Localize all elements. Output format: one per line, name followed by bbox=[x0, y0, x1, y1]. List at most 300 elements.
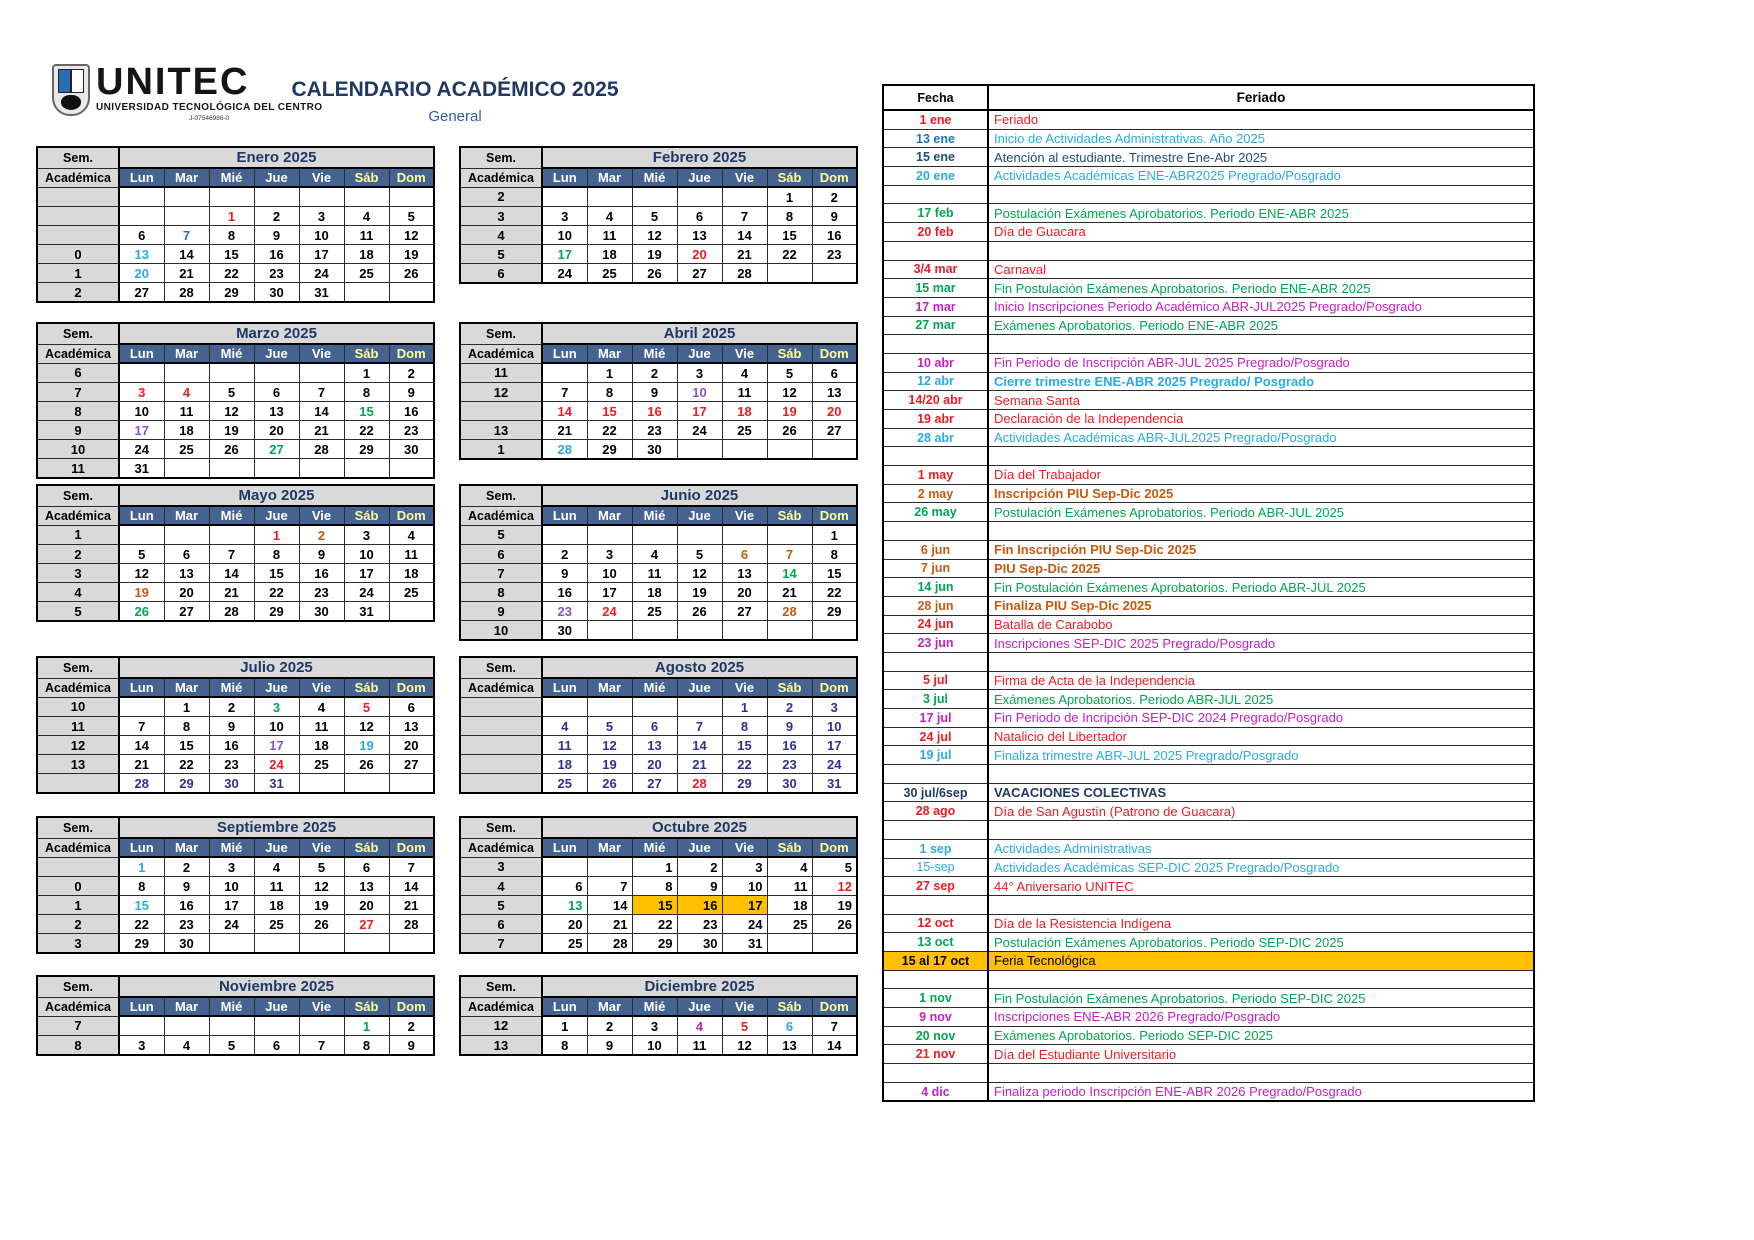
day-cell: 24 bbox=[542, 264, 587, 284]
day-cell: 13 bbox=[722, 564, 767, 583]
day-cell: 25 bbox=[299, 755, 344, 774]
sem-header-label: Sem. bbox=[460, 817, 542, 838]
day-cell bbox=[677, 525, 722, 545]
day-cell: 5 bbox=[812, 857, 857, 877]
day-header-vie: Vie bbox=[722, 678, 767, 697]
day-cell: 5 bbox=[209, 1036, 254, 1056]
day-cell: 19 bbox=[389, 245, 434, 264]
day-cell: 2 bbox=[164, 857, 209, 877]
day-cell bbox=[209, 934, 254, 954]
holiday-text: VACACIONES COLECTIVAS bbox=[988, 783, 1534, 802]
day-cell bbox=[344, 187, 389, 207]
day-header-lun: Lun bbox=[542, 997, 587, 1016]
day-cell: 7 bbox=[389, 857, 434, 877]
holiday-text: Día de la Resistencia Indígena bbox=[988, 914, 1534, 933]
day-cell: 26 bbox=[812, 915, 857, 934]
day-cell: 28 bbox=[542, 440, 587, 460]
day-cell: 31 bbox=[344, 602, 389, 622]
holiday-date: 17 jul bbox=[883, 709, 988, 728]
day-cell bbox=[209, 525, 254, 545]
day-cell: 31 bbox=[722, 934, 767, 954]
day-cell: 9 bbox=[632, 383, 677, 402]
day-cell: 6 bbox=[119, 226, 164, 245]
day-cell: 9 bbox=[767, 717, 812, 736]
holiday-text: 44° Aniversario UNITEC bbox=[988, 877, 1534, 896]
day-cell: 10 bbox=[209, 877, 254, 896]
day-header-mié: Mié bbox=[632, 838, 677, 857]
day-cell: 25 bbox=[164, 440, 209, 459]
day-cell: 18 bbox=[632, 583, 677, 602]
day-header-mar: Mar bbox=[164, 506, 209, 525]
day-cell: 23 bbox=[812, 245, 857, 264]
sem-header-label: Sem. bbox=[460, 323, 542, 344]
day-cell: 20 bbox=[677, 245, 722, 264]
day-cell: 30 bbox=[254, 283, 299, 303]
day-cell: 12 bbox=[767, 383, 812, 402]
day-cell: 16 bbox=[767, 736, 812, 755]
day-cell: 8 bbox=[587, 383, 632, 402]
week-number: 12 bbox=[460, 1016, 542, 1036]
holiday-date: 1 nov bbox=[883, 989, 988, 1008]
day-cell: 5 bbox=[677, 545, 722, 564]
day-cell: 3 bbox=[677, 363, 722, 383]
day-cell bbox=[767, 264, 812, 284]
day-cell bbox=[722, 621, 767, 641]
day-cell: 21 bbox=[299, 421, 344, 440]
day-cell: 11 bbox=[767, 877, 812, 896]
day-cell: 11 bbox=[542, 736, 587, 755]
day-header-mié: Mié bbox=[632, 678, 677, 697]
day-cell: 16 bbox=[812, 226, 857, 245]
month-title: Abril 2025 bbox=[542, 323, 857, 344]
week-number: 2 bbox=[37, 915, 119, 934]
day-cell: 8 bbox=[119, 877, 164, 896]
day-header-vie: Vie bbox=[722, 838, 767, 857]
week-number: 8 bbox=[37, 402, 119, 421]
sem-header-label: Académica bbox=[37, 344, 119, 363]
day-cell: 8 bbox=[344, 383, 389, 402]
week-number: 8 bbox=[460, 583, 542, 602]
day-cell bbox=[767, 525, 812, 545]
day-cell: 16 bbox=[542, 583, 587, 602]
month-title: Febrero 2025 bbox=[542, 147, 857, 168]
day-cell bbox=[119, 525, 164, 545]
day-cell: 19 bbox=[209, 421, 254, 440]
week-number bbox=[460, 402, 542, 421]
day-cell: 9 bbox=[389, 1036, 434, 1056]
day-cell bbox=[209, 1016, 254, 1036]
day-cell: 7 bbox=[542, 383, 587, 402]
sem-header-label: Académica bbox=[460, 678, 542, 697]
day-cell bbox=[344, 934, 389, 954]
day-cell: 1 bbox=[722, 697, 767, 717]
day-cell: 30 bbox=[164, 934, 209, 954]
day-cell bbox=[389, 774, 434, 794]
day-cell: 23 bbox=[254, 264, 299, 283]
day-cell: 27 bbox=[812, 421, 857, 440]
day-header-jue: Jue bbox=[677, 997, 722, 1016]
holiday-text: Firma de Acta de la Independencia bbox=[988, 671, 1534, 690]
day-cell: 13 bbox=[677, 226, 722, 245]
week-number: 7 bbox=[460, 934, 542, 954]
day-cell: 18 bbox=[389, 564, 434, 583]
holiday-date: 10 abr bbox=[883, 353, 988, 372]
week-number: 3 bbox=[37, 564, 119, 583]
day-cell: 30 bbox=[389, 440, 434, 459]
calendar-junio bbox=[459, 484, 858, 641]
week-number: 13 bbox=[460, 1036, 542, 1056]
day-cell: 1 bbox=[344, 1016, 389, 1036]
holiday-text: Exámenes Aprobatorios. Periodo ENE-ABR 2025 bbox=[988, 316, 1534, 335]
calendar-enero bbox=[36, 146, 435, 303]
day-cell: 25 bbox=[344, 264, 389, 283]
day-cell: 4 bbox=[542, 717, 587, 736]
day-cell: 8 bbox=[632, 877, 677, 896]
day-header-vie: Vie bbox=[299, 678, 344, 697]
holiday-text: Postulación Exámenes Aprobatorios. Periodo SEP-DIC 2025 bbox=[988, 933, 1534, 952]
calendar-octubre bbox=[459, 816, 858, 954]
day-header-jue: Jue bbox=[677, 838, 722, 857]
day-cell: 12 bbox=[119, 564, 164, 583]
week-number bbox=[37, 187, 119, 207]
holiday-text-empty bbox=[988, 335, 1534, 354]
day-cell: 28 bbox=[587, 934, 632, 954]
week-number: 9 bbox=[37, 421, 119, 440]
day-cell: 18 bbox=[344, 245, 389, 264]
day-cell: 13 bbox=[812, 383, 857, 402]
day-cell: 9 bbox=[389, 383, 434, 402]
day-cell: 12 bbox=[722, 1036, 767, 1056]
day-cell: 30 bbox=[632, 440, 677, 460]
day-cell: 6 bbox=[344, 857, 389, 877]
day-cell: 24 bbox=[119, 440, 164, 459]
day-cell: 21 bbox=[164, 264, 209, 283]
month-title: Julio 2025 bbox=[119, 657, 434, 678]
day-cell: 20 bbox=[119, 264, 164, 283]
holiday-date: 24 jul bbox=[883, 727, 988, 746]
holiday-date: 2 may bbox=[883, 484, 988, 503]
day-cell: 15 bbox=[209, 245, 254, 264]
week-number bbox=[37, 207, 119, 226]
day-cell: 2 bbox=[389, 1016, 434, 1036]
day-cell: 1 bbox=[587, 363, 632, 383]
day-cell: 13 bbox=[344, 877, 389, 896]
day-cell: 8 bbox=[812, 545, 857, 564]
day-cell: 18 bbox=[587, 245, 632, 264]
day-cell: 24 bbox=[344, 583, 389, 602]
day-cell: 26 bbox=[344, 755, 389, 774]
holiday-date: 20 nov bbox=[883, 1026, 988, 1045]
day-cell: 4 bbox=[722, 363, 767, 383]
day-cell: 25 bbox=[632, 602, 677, 621]
day-cell: 14 bbox=[542, 402, 587, 421]
day-cell: 6 bbox=[389, 697, 434, 717]
day-cell bbox=[767, 934, 812, 954]
day-cell bbox=[389, 459, 434, 479]
holiday-text: Actividades Académicas SEP-DIC 2025 Pregrado/Posgrado bbox=[988, 858, 1534, 877]
week-number: 12 bbox=[37, 736, 119, 755]
day-cell: 24 bbox=[812, 755, 857, 774]
day-cell: 12 bbox=[677, 564, 722, 583]
day-cell: 1 bbox=[767, 187, 812, 207]
week-number: 13 bbox=[37, 755, 119, 774]
day-cell: 13 bbox=[254, 402, 299, 421]
holiday-text: Inicio Inscripciones Periodo Académico ABR-JUL2025 Pregrado/Posgrado bbox=[988, 297, 1534, 316]
calendar-septiembre bbox=[36, 816, 435, 954]
day-cell bbox=[632, 187, 677, 207]
day-cell: 24 bbox=[677, 421, 722, 440]
calendar-noviembre bbox=[36, 975, 435, 1056]
day-cell: 29 bbox=[209, 283, 254, 303]
day-header-mié: Mié bbox=[209, 997, 254, 1016]
holiday-date: 28 ago bbox=[883, 802, 988, 821]
day-cell: 17 bbox=[812, 736, 857, 755]
holiday-text: Finaliza trimestre ABR-JUL 2025 Pregrado/Posgrado bbox=[988, 746, 1534, 765]
week-number: 10 bbox=[460, 621, 542, 641]
day-cell bbox=[542, 187, 587, 207]
day-header-mar: Mar bbox=[587, 506, 632, 525]
week-number: 2 bbox=[37, 545, 119, 564]
day-cell: 23 bbox=[632, 421, 677, 440]
day-cell: 26 bbox=[299, 915, 344, 934]
week-number bbox=[460, 717, 542, 736]
day-cell: 31 bbox=[254, 774, 299, 794]
day-header-lun: Lun bbox=[119, 344, 164, 363]
day-cell: 17 bbox=[677, 402, 722, 421]
day-cell: 10 bbox=[254, 717, 299, 736]
week-number: 6 bbox=[460, 915, 542, 934]
day-cell: 16 bbox=[164, 896, 209, 915]
holiday-text: Fin Inscripción PIU Sep-Dic 2025 bbox=[988, 540, 1534, 559]
holiday-date: 19 jul bbox=[883, 746, 988, 765]
sem-header-label: Sem. bbox=[37, 657, 119, 678]
day-header-jue: Jue bbox=[254, 838, 299, 857]
day-cell: 14 bbox=[209, 564, 254, 583]
day-cell: 26 bbox=[767, 421, 812, 440]
holiday-date: 13 oct bbox=[883, 933, 988, 952]
page-title: CALENDARIO ACADÉMICO 2025 bbox=[291, 78, 619, 101]
day-cell: 2 bbox=[632, 363, 677, 383]
day-cell: 28 bbox=[767, 602, 812, 621]
week-number: 4 bbox=[460, 877, 542, 896]
day-cell bbox=[587, 621, 632, 641]
day-cell: 8 bbox=[722, 717, 767, 736]
day-cell: 29 bbox=[632, 934, 677, 954]
day-cell bbox=[812, 621, 857, 641]
holiday-text: Fin Periodo de Inscripción ABR-JUL 2025 Pregrado/Posgrado bbox=[988, 353, 1534, 372]
day-cell: 30 bbox=[767, 774, 812, 794]
day-cell: 5 bbox=[389, 207, 434, 226]
sem-header-label: Académica bbox=[37, 168, 119, 187]
day-cell: 21 bbox=[119, 755, 164, 774]
day-cell: 16 bbox=[632, 402, 677, 421]
day-cell: 3 bbox=[299, 207, 344, 226]
day-cell: 5 bbox=[767, 363, 812, 383]
day-header-mar: Mar bbox=[164, 678, 209, 697]
day-cell: 22 bbox=[344, 421, 389, 440]
day-cell: 23 bbox=[299, 583, 344, 602]
day-cell: 5 bbox=[209, 383, 254, 402]
week-number bbox=[460, 736, 542, 755]
day-cell: 23 bbox=[209, 755, 254, 774]
day-cell: 11 bbox=[677, 1036, 722, 1056]
week-number: 8 bbox=[37, 1036, 119, 1056]
day-cell: 12 bbox=[299, 877, 344, 896]
day-cell: 20 bbox=[389, 736, 434, 755]
day-cell: 11 bbox=[299, 717, 344, 736]
holiday-date: 20 ene bbox=[883, 167, 988, 186]
holiday-date: 13 ene bbox=[883, 129, 988, 148]
day-cell: 14 bbox=[677, 736, 722, 755]
day-header-sáb: Sáb bbox=[344, 168, 389, 187]
day-header-mar: Mar bbox=[587, 344, 632, 363]
day-cell: 23 bbox=[767, 755, 812, 774]
week-number: 5 bbox=[460, 525, 542, 545]
day-cell: 4 bbox=[767, 857, 812, 877]
day-header-sáb: Sáb bbox=[767, 168, 812, 187]
calendar-febrero bbox=[459, 146, 858, 284]
day-cell: 12 bbox=[209, 402, 254, 421]
holiday-text-empty bbox=[988, 895, 1534, 914]
day-header-lun: Lun bbox=[119, 168, 164, 187]
week-number: 0 bbox=[37, 877, 119, 896]
day-cell: 1 bbox=[812, 525, 857, 545]
day-cell bbox=[164, 187, 209, 207]
day-cell: 2 bbox=[209, 697, 254, 717]
day-cell: 4 bbox=[587, 207, 632, 226]
holiday-text: Batalla de Carabobo bbox=[988, 615, 1534, 634]
day-cell: 10 bbox=[299, 226, 344, 245]
day-cell: 6 bbox=[254, 1036, 299, 1056]
day-cell: 17 bbox=[119, 421, 164, 440]
day-cell bbox=[389, 187, 434, 207]
day-cell: 30 bbox=[209, 774, 254, 794]
day-cell: 4 bbox=[164, 1036, 209, 1056]
day-cell: 6 bbox=[254, 383, 299, 402]
day-cell: 27 bbox=[632, 774, 677, 794]
day-cell: 20 bbox=[812, 402, 857, 421]
holiday-date: 28 abr bbox=[883, 428, 988, 447]
day-cell: 17 bbox=[542, 245, 587, 264]
day-header-sáb: Sáb bbox=[344, 678, 389, 697]
holiday-text: Fin Postulación Exámenes Aprobatorios. Periodo ENE-ABR 2025 bbox=[988, 279, 1534, 298]
day-header-dom: Dom bbox=[389, 838, 434, 857]
day-cell: 6 bbox=[677, 207, 722, 226]
day-cell: 15 bbox=[254, 564, 299, 583]
day-cell: 24 bbox=[722, 915, 767, 934]
day-cell: 12 bbox=[389, 226, 434, 245]
holiday-text: Actividades Académicas ENE-ABR2025 Pregrado/Posgrado bbox=[988, 167, 1534, 186]
holiday-text-empty bbox=[988, 970, 1534, 989]
day-header-jue: Jue bbox=[677, 168, 722, 187]
day-header-mar: Mar bbox=[587, 838, 632, 857]
day-cell bbox=[344, 774, 389, 794]
holiday-date: 3/4 mar bbox=[883, 260, 988, 279]
day-cell bbox=[164, 459, 209, 479]
day-cell bbox=[389, 283, 434, 303]
day-header-jue: Jue bbox=[677, 344, 722, 363]
day-cell: 18 bbox=[767, 896, 812, 915]
day-cell: 15 bbox=[812, 564, 857, 583]
day-header-lun: Lun bbox=[119, 506, 164, 525]
day-header-jue: Jue bbox=[254, 168, 299, 187]
day-cell: 21 bbox=[542, 421, 587, 440]
day-header-sáb: Sáb bbox=[767, 506, 812, 525]
holiday-text-empty bbox=[988, 821, 1534, 840]
day-cell: 22 bbox=[164, 755, 209, 774]
day-header-vie: Vie bbox=[722, 997, 767, 1016]
holiday-date-empty bbox=[883, 335, 988, 354]
day-cell: 1 bbox=[344, 363, 389, 383]
day-cell: 11 bbox=[344, 226, 389, 245]
day-cell bbox=[722, 440, 767, 460]
day-cell: 21 bbox=[722, 245, 767, 264]
sem-header-label: Sem. bbox=[460, 485, 542, 506]
day-cell: 28 bbox=[209, 602, 254, 622]
day-cell bbox=[722, 525, 767, 545]
day-cell: 29 bbox=[254, 602, 299, 622]
sem-header-label: Sem. bbox=[460, 147, 542, 168]
day-cell: 15 bbox=[344, 402, 389, 421]
day-cell: 1 bbox=[164, 697, 209, 717]
day-cell: 14 bbox=[164, 245, 209, 264]
day-header-vie: Vie bbox=[299, 506, 344, 525]
day-header-mié: Mié bbox=[209, 678, 254, 697]
day-cell: 29 bbox=[119, 934, 164, 954]
week-number: 3 bbox=[37, 934, 119, 954]
day-cell: 3 bbox=[722, 857, 767, 877]
day-cell: 11 bbox=[254, 877, 299, 896]
day-cell: 7 bbox=[722, 207, 767, 226]
day-cell: 26 bbox=[587, 774, 632, 794]
day-cell: 15 bbox=[119, 896, 164, 915]
holiday-text-empty bbox=[988, 765, 1534, 784]
holiday-date-empty bbox=[883, 522, 988, 541]
day-cell bbox=[587, 857, 632, 877]
day-cell: 1 bbox=[542, 1016, 587, 1036]
day-cell bbox=[299, 363, 344, 383]
day-cell bbox=[254, 934, 299, 954]
logo-subtitle: UNIVERSIDAD TECNOLÓGICA DEL CENTRO bbox=[96, 102, 323, 113]
day-cell: 27 bbox=[722, 602, 767, 621]
day-cell: 10 bbox=[587, 564, 632, 583]
day-cell: 22 bbox=[254, 583, 299, 602]
day-cell: 4 bbox=[632, 545, 677, 564]
day-header-dom: Dom bbox=[812, 168, 857, 187]
day-cell: 19 bbox=[632, 245, 677, 264]
calendar-agosto bbox=[459, 656, 858, 794]
day-cell: 18 bbox=[722, 402, 767, 421]
day-cell bbox=[632, 697, 677, 717]
day-cell bbox=[389, 602, 434, 622]
day-cell: 6 bbox=[722, 545, 767, 564]
day-cell: 31 bbox=[299, 283, 344, 303]
day-cell: 5 bbox=[119, 545, 164, 564]
day-cell: 14 bbox=[119, 736, 164, 755]
day-cell bbox=[587, 187, 632, 207]
holiday-date: 21 nov bbox=[883, 1045, 988, 1064]
holiday-date: 15 al 17 oct bbox=[883, 951, 988, 970]
holiday-date-empty bbox=[883, 1064, 988, 1083]
day-cell bbox=[119, 1016, 164, 1036]
day-header-mié: Mié bbox=[209, 168, 254, 187]
day-cell: 19 bbox=[299, 896, 344, 915]
holiday-text-empty bbox=[988, 185, 1534, 204]
day-cell: 12 bbox=[344, 717, 389, 736]
day-cell: 21 bbox=[677, 755, 722, 774]
holiday-date: 1 ene bbox=[883, 110, 988, 129]
day-cell: 25 bbox=[542, 774, 587, 794]
